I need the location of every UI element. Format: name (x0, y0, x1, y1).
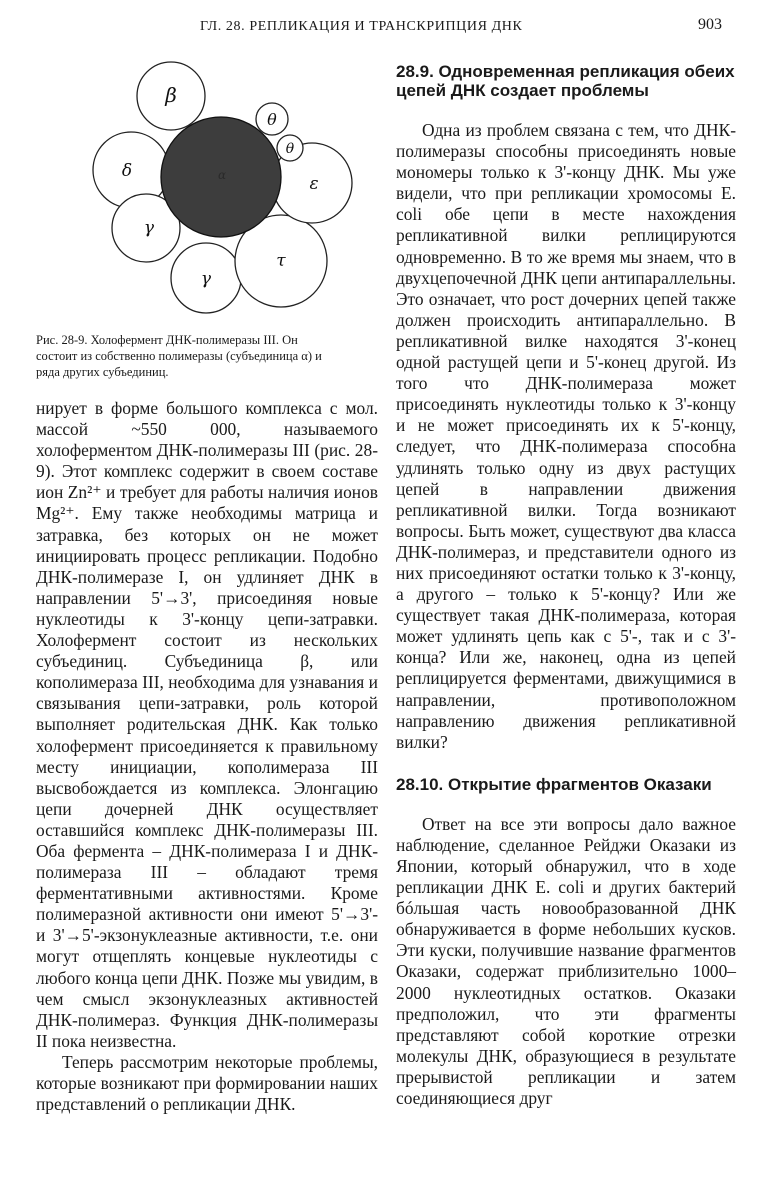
left-paragraph-2: Теперь рассмотрим некоторые проблемы, которые возникают при формировании наших представлений о репликации ДНК. (36, 1051, 378, 1115)
gamma-left-label: γ (143, 218, 155, 238)
left-paragraph-1: нирует в форме большого комплекса с мол. массой ~550 000, называемого холоферментом ДНК-полимеразы III (рис. 28-9). Этот комплекс содержит в своем составе ион Zn²⁺ и требует для работы наличия ионов Mg²⁺. Ему также необходимы матрица и затравка, без которых он не может инициировать процесс репликации. Подобно ДНК-полимеразе I, он удлиняет ДНК в направлении 5'→3', присоединяя новые нуклеотиды к 3'-концу цепи-затравки. Холофермент состоит из нескольких субъединиц. Субъединица β, или кополимераза III, необходима для узнавания и связывания цепи-затравки, роль которой выполняет родительская ДНК. Как только холофермент присоединяется к правильному месту инициации, кополимераза III высвобождается из комплекса. Элонгацию цепи дочерней ДНК осуществляет оставшийся комплекс ДНК-полимеразы III. Оба фермента – ДНК-полимераза I и ДНК-полимераза III – обладают тремя ферментативными активностями. Кроме полимеразной активности они имеют 5'→3'- и 3'→5'-экзонуклеазные активности, т.е. они могут отщеплять концевые нуклеотиды с любого конца цепи ДНК. Позже мы увидим, в чем смысл экзонуклеазных активностей ДНК-полимераз. Функция ДНК-полимеразы II пока неизвестна. (36, 398, 378, 1051)
section-28-9-body: Одна из проблем связана с тем, что ДНК-полимеразы способны присоединять новые мономеры только к 3'-концу ДНК. Мы уже видели, что при репликации хромосомы E. coli обе цепи в месте нахождения репликативной вилки реплицируются одновременно. В то же время мы знаем, что в двухцепочечной ДНК цепи антипараллельны. Это означает, что рост дочерних цепей также должен происходить антипараллельно. В репликативной вилке находятся 3'-конец одной растущей цепи и 5'-конец другой. Из того что ДНК-полимераза может присоединять нуклеотиды только к 3'-концу и не может присоединять их к 5'-концу, следует, что ДНК-полимераза способна удлинять только одну из двух растущих цепей в направлении движения репликативной вилки. Тогда возникают вопросы. Быть может, существуют два класса ДНК-полимераз, и представители одного из них присоединяют остатки только к 3'-концу, а другого – только к 5'-концу? Или же существует такая ДНК-полимераза, которая может удлинять цепь как с 5'-, так и с 3'-конца? Или же, наконец, одна из цепей реплицируется ферментами, движущимися в направлении, противоположном направлению движения репликативной вилки? (396, 120, 736, 752)
figure-caption: Рис. 28-9. Холофермент ДНК-полимеразы III. Он состоит из собственно полимеразы (субъединица α) и ряда других субъединиц. (36, 333, 322, 379)
figure-28-9 (36, 52, 378, 330)
section-heading-28-9: 28.9. Одновременная репликация обеих цепей ДНК создает проблемы (396, 62, 735, 100)
beta-label: β (165, 83, 177, 107)
theta-top-label: θ (267, 110, 277, 129)
delta-label: δ (121, 161, 133, 181)
left-column (36, 52, 378, 1115)
gamma-bottom-label: γ (200, 269, 212, 289)
alpha-label: α (217, 168, 227, 182)
page-header (0, 16, 773, 40)
page-number: 903 (698, 16, 722, 33)
running-head: ГЛ. 28. РЕПЛИКАЦИЯ И ТРАНСКРИПЦИЯ ДНК (200, 19, 523, 34)
theta-small-label: θ (285, 141, 295, 157)
section-heading-28-10: 28.10. Открытие фрагментов Оказаки (396, 774, 712, 794)
epsilon-label: ε (309, 174, 319, 194)
section-28-10-body: Ответ на все эти вопросы дало важное наблюдение, сделанное Рейджи Оказаки из Японии, который обнаружил, что в ходе репликации ДНК E. coli и других бактерий бóльшая часть новообразованной ДНК обнаруживается в форме небольших кусков. Эти куски, получившие название фрагментов Оказаки, содержат приблизительно 1000–2000 нуклеотидных остатков. Оказаки предположил, что эти фрагменты представляют собой короткие отрезки молекулы ДНК, образующиеся в результате прерывистой репликации и затем соединяющиеся друг (396, 813, 736, 1109)
right-column (396, 62, 736, 1109)
tau-label: τ (276, 251, 286, 271)
holoenzyme-diagram (36, 52, 378, 330)
